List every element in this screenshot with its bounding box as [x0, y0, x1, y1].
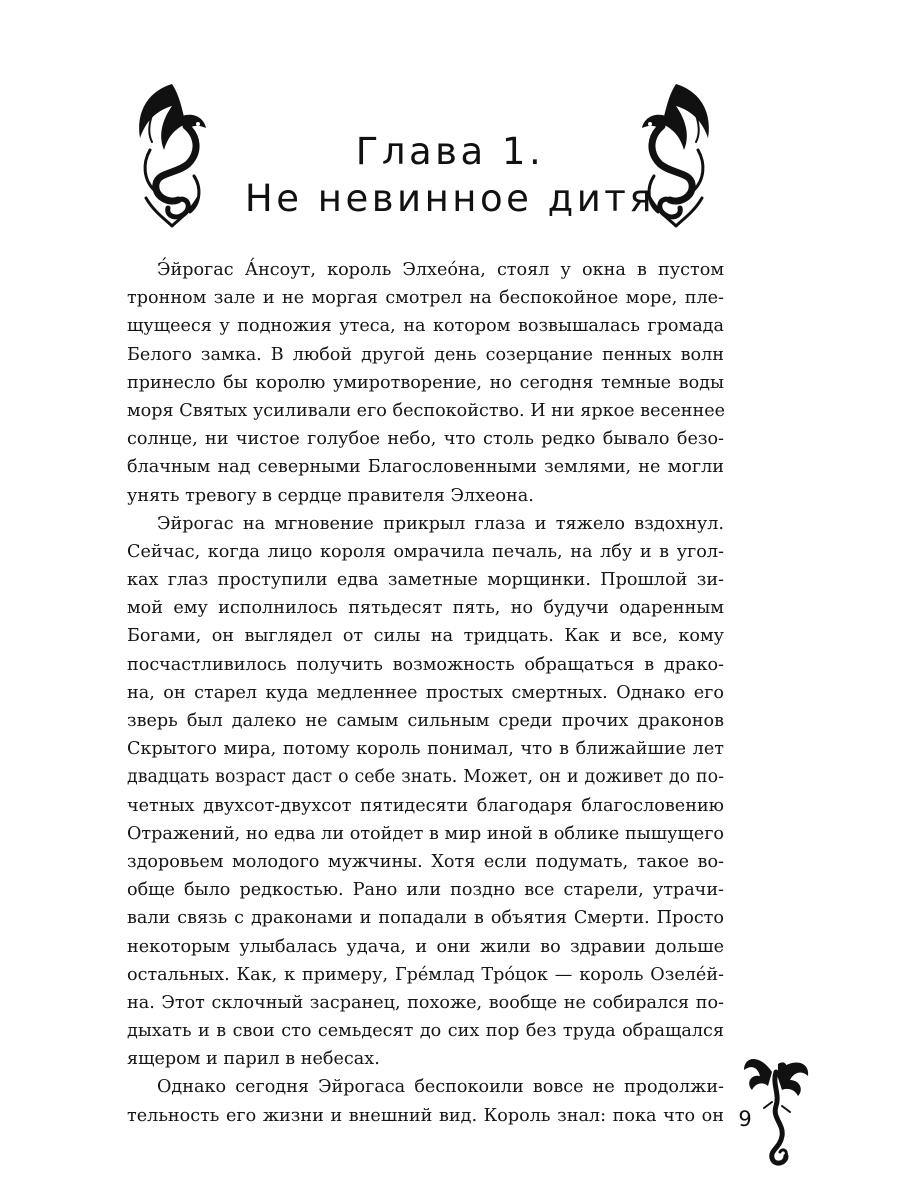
text-line: на. Этот склочный засранец, похоже, вообще не собирался по- [127, 992, 724, 1013]
text-line: двадцать возраст даст о себе знать. Может, он и доживет до по- [127, 767, 724, 788]
text-line: щущееся у подножия утеса, на котором возвышалась громада [127, 316, 724, 337]
text-line: четных двухсот-двухсот пятидесяти благодаря благословению [127, 795, 724, 816]
text-line: тронном зале и не моргая смотрел на беспокойное море, пле- [127, 288, 724, 309]
text-line: здоровьем молодого мужчины. Хотя если подумать, такое во- [127, 851, 724, 872]
text-line: Отражений, но едва ли отойдет в мир иной в облике пышущего [127, 823, 724, 844]
text-line: мой ему исполнилось пятьдесят пять, но будучи одаренным [127, 598, 724, 619]
text-line: на, он старел куда медленнее простых смертных. Однако его [127, 682, 724, 703]
text-line: Богами, он выглядел от силы на тридцать. Как и все, кому [127, 626, 724, 647]
text-line: некоторым улыбалась удача, и они жили во здравии дольше [127, 936, 724, 957]
text-line: Скрытого мира, потому король понимал, что в ближайшие лет [127, 739, 724, 760]
chapter-name: Не невинное дитя [244, 177, 656, 220]
text-line: тельность его жизни и внешний вид. Король знал: пока что он [127, 1105, 724, 1126]
text-line: принесло бы королю умиротворение, но сегодня темные воды [127, 372, 724, 393]
page-number: 9 [738, 1107, 752, 1131]
text-line: Э́йрогас А́нсоут, король Элхео́на, стоял у окна в пустом [157, 260, 724, 280]
text-line: зверь был далеко не самым сильным среди прочих драконов [127, 711, 724, 731]
text-line: унять тревогу в сердце правителя Элхеона. [127, 485, 534, 506]
text-line: обще было редкостью. Рано или поздно все старели, утрачи- [127, 880, 724, 901]
text-line: посчастливилось получить возможность обращаться в драко- [127, 654, 724, 675]
text-line: солнце, ни чистое голубое небо, что столь редко бывало безо- [127, 429, 724, 450]
text-line: Сейчас, когда лицо короля омрачила печаль, на лбу и в угол- [127, 541, 724, 562]
text-line: ках глаз проступили едва заметные морщинки. Прошлой зи- [127, 570, 724, 591]
text-line: дыхать и в свои сто семьдесят до сих пор без труда обращался [127, 1021, 724, 1042]
chapter-body [127, 256, 724, 1130]
chapter-number: Глава 1. [355, 130, 545, 173]
tribal-dragon-icon [636, 80, 716, 230]
text-line: блачным над северными Благословенными землями, не могли [127, 457, 724, 478]
chapter-title [200, 128, 700, 222]
text-line: Эйрогас на мгновение прикрыл глаза и тяжело вздохнул. [157, 513, 724, 534]
text-line: остальных. Как, к примеру, Гре́млад Тро́цок — король Озеле́й- [127, 964, 724, 985]
text-line: ящером и парил в небесах. [127, 1049, 380, 1070]
text-line: моря Святых усиливали его беспокойство. И ни яркое весеннее [127, 400, 726, 421]
text-line: вали связь с драконами и попадали в объятия Смерти. Просто [127, 908, 724, 929]
text-line: Белого замка. В любой другой день созерцание пенных волн [127, 344, 724, 365]
text-line: Однако сегодня Эйрогаса беспокоили вовсе не продолжи- [157, 1077, 724, 1098]
